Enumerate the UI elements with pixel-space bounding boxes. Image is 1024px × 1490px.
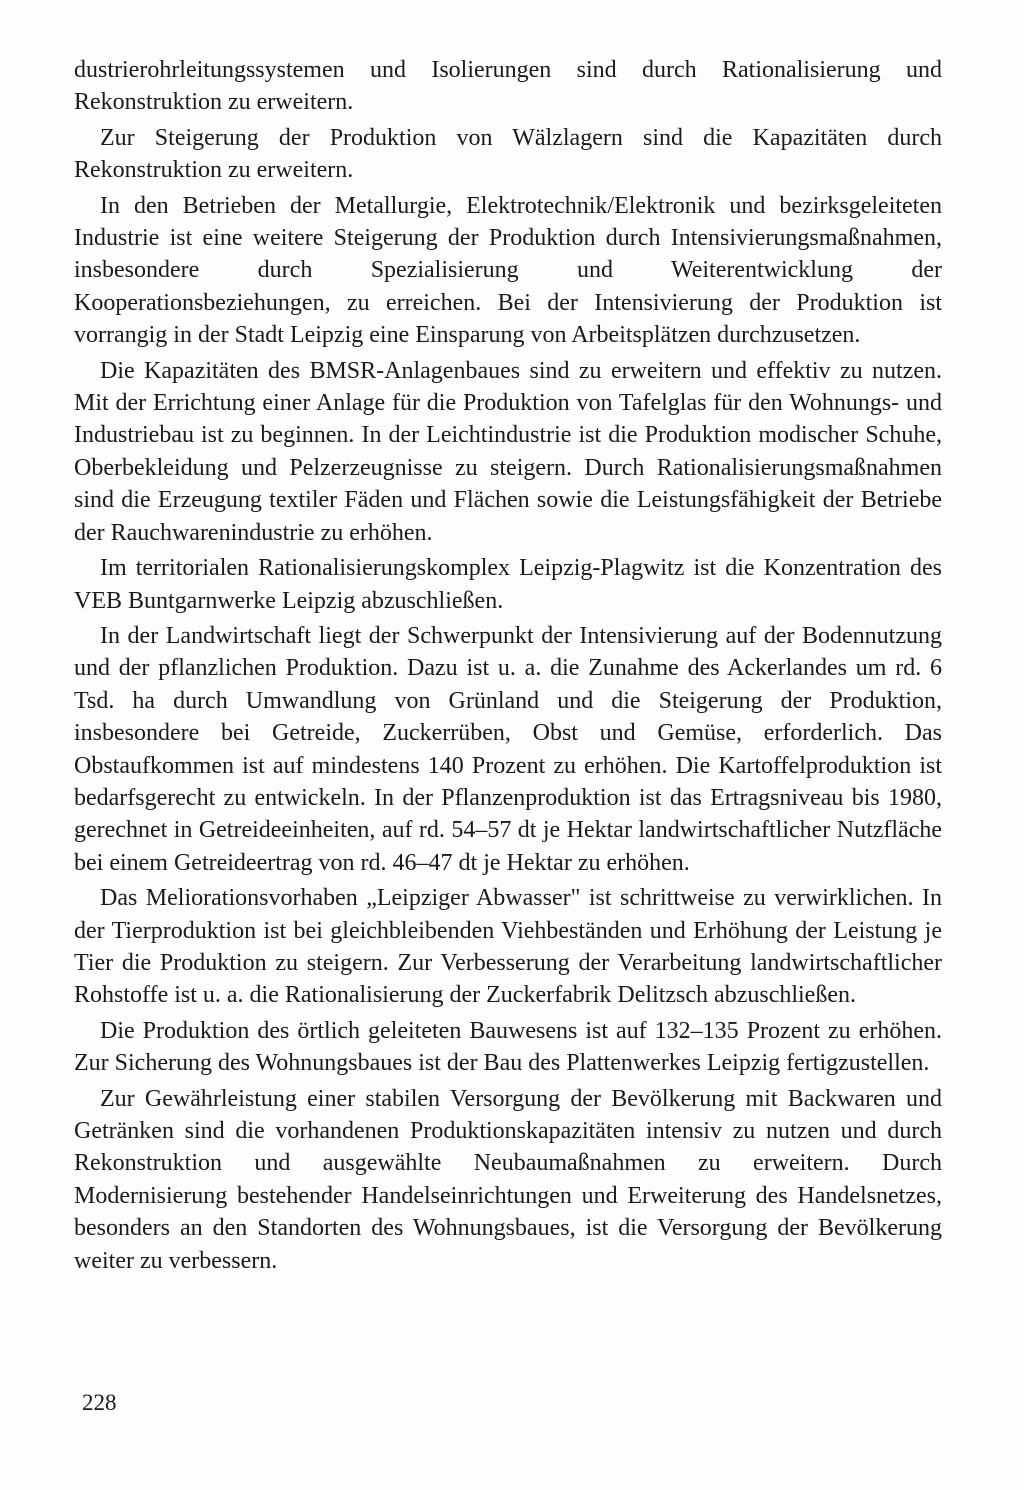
- paragraph: dustrierohrleitungssystemen und Isolierungen sind durch Rationalisierung und Rekonstruktion zu erweitern.: [74, 57, 942, 116]
- body-text: [74, 54, 942, 1280]
- paragraph: Die Produktion des örtlich geleiteten Bauwesens ist auf 132–135 Prozent zu erhöhen. Zur Sicherung des Wohnungsbaues ist der Bau des Plattenwerkes Leipzig fertigzustellen.: [74, 1017, 942, 1077]
- page-number: 228: [82, 1390, 117, 1415]
- paragraph: Im territorialen Rationalisierungskomplex Leipzig-Plagwitz ist die Konzentration des VEB Buntgarnwerke Leipzig abzuschließen.: [74, 555, 942, 614]
- paragraph: Die Kapazitäten des BMSR-Anlagenbaues sind zu erweitern und effektiv zu nutzen. Mit der Errichtung einer Anlage für die Produktion von Tafelglas für den Wohnungs- und Industriebau ist zu beginnen. In der Leichtindustrie ist die Produktion modischer Schuhe, Oberbekleidung und Pelzerzeugnisse zu steigern. Durch Rationalisierungsmaßnahmen sind die Erzeugung textiler Fäden und Flächen sowie die Leistungsfähigkeit der Betriebe der Rauchwarenindustrie zu erhöhen.: [74, 357, 942, 546]
- paragraph: In der Landwirtschaft liegt der Schwerpunkt der Intensivierung auf der Bodennutzung und der pflanzlichen Produktion. Dazu ist u. a. die Zunahme des Ackerlandes um rd. 6 Tsd. ha durch Umwandlung von Grünland und die Steigerung der Produktion, insbesondere bei Getreide, Zuckerrüben, Obst und Gemüse, erforderlich. Das Obstaufkommen ist auf mindestens 140 Prozent zu erhöhen. Die Kartoffelproduktion ist bedarfsgerecht zu entwickeln. In der Pflanzenproduktion ist das Ertragsniveau bis 1980, gerechnet in Getreideeinheiten, auf rd. 54–57 dt je Hektar landwirtschaftlicher Nutzfläche bei einem Getreideertrag von rd. 46–47 dt je Hektar zu erhöhen.: [74, 622, 942, 876]
- paragraph: Zur Gewährleistung einer stabilen Versorgung der Bevölkerung mit Backwaren und Getränken sind die vorhandenen Produktionskapazitäten intensiv zu nutzen und durch Rekonstruktion und ausgewählte Neubaumaßnahmen zu erweitern. Durch Modernisierung bestehender Handelseinrichtungen und Erweiterung des Handelsnetzes, besonders an den Standorten des Wohnungsbaues, ist die Versorgung der Bevölkerung weiter zu verbessern.: [74, 1085, 942, 1274]
- paragraph: Zur Steigerung der Produktion von Wälzlagern sind die Kapazitäten durch Rekonstruktion zu erweitern.: [74, 124, 942, 184]
- paragraph: Das Meliorationsvorhaben „Leipziger Abwasser" ist schrittweise zu verwirklichen. In der Tierproduktion ist bei gleichbleibenden Viehbeständen und Erhöhung der Leistung je Tier die Produktion zu steigern. Zur Verbesserung der Verarbeitung landwirtschaftlicher Rohstoffe ist u. a. die Rationalisierung der Zuckerfabrik Delitzsch abzuschließen.: [74, 885, 942, 1009]
- paragraph: In den Betrieben der Metallurgie, Elektrotechnik/Elektronik und bezirksgeleiteten Industrie ist eine weitere Steigerung der Produktion durch Intensivierungsmaßnahmen, insbesondere durch Spezialisierung und Weiterentwicklung der Kooperationsbeziehungen, zu erreichen. Bei der Intensivierung der Produktion ist vorrangig in der Stadt Leipzig eine Einsparung von Arbeitsplätzen durchzusetzen.: [74, 192, 942, 349]
